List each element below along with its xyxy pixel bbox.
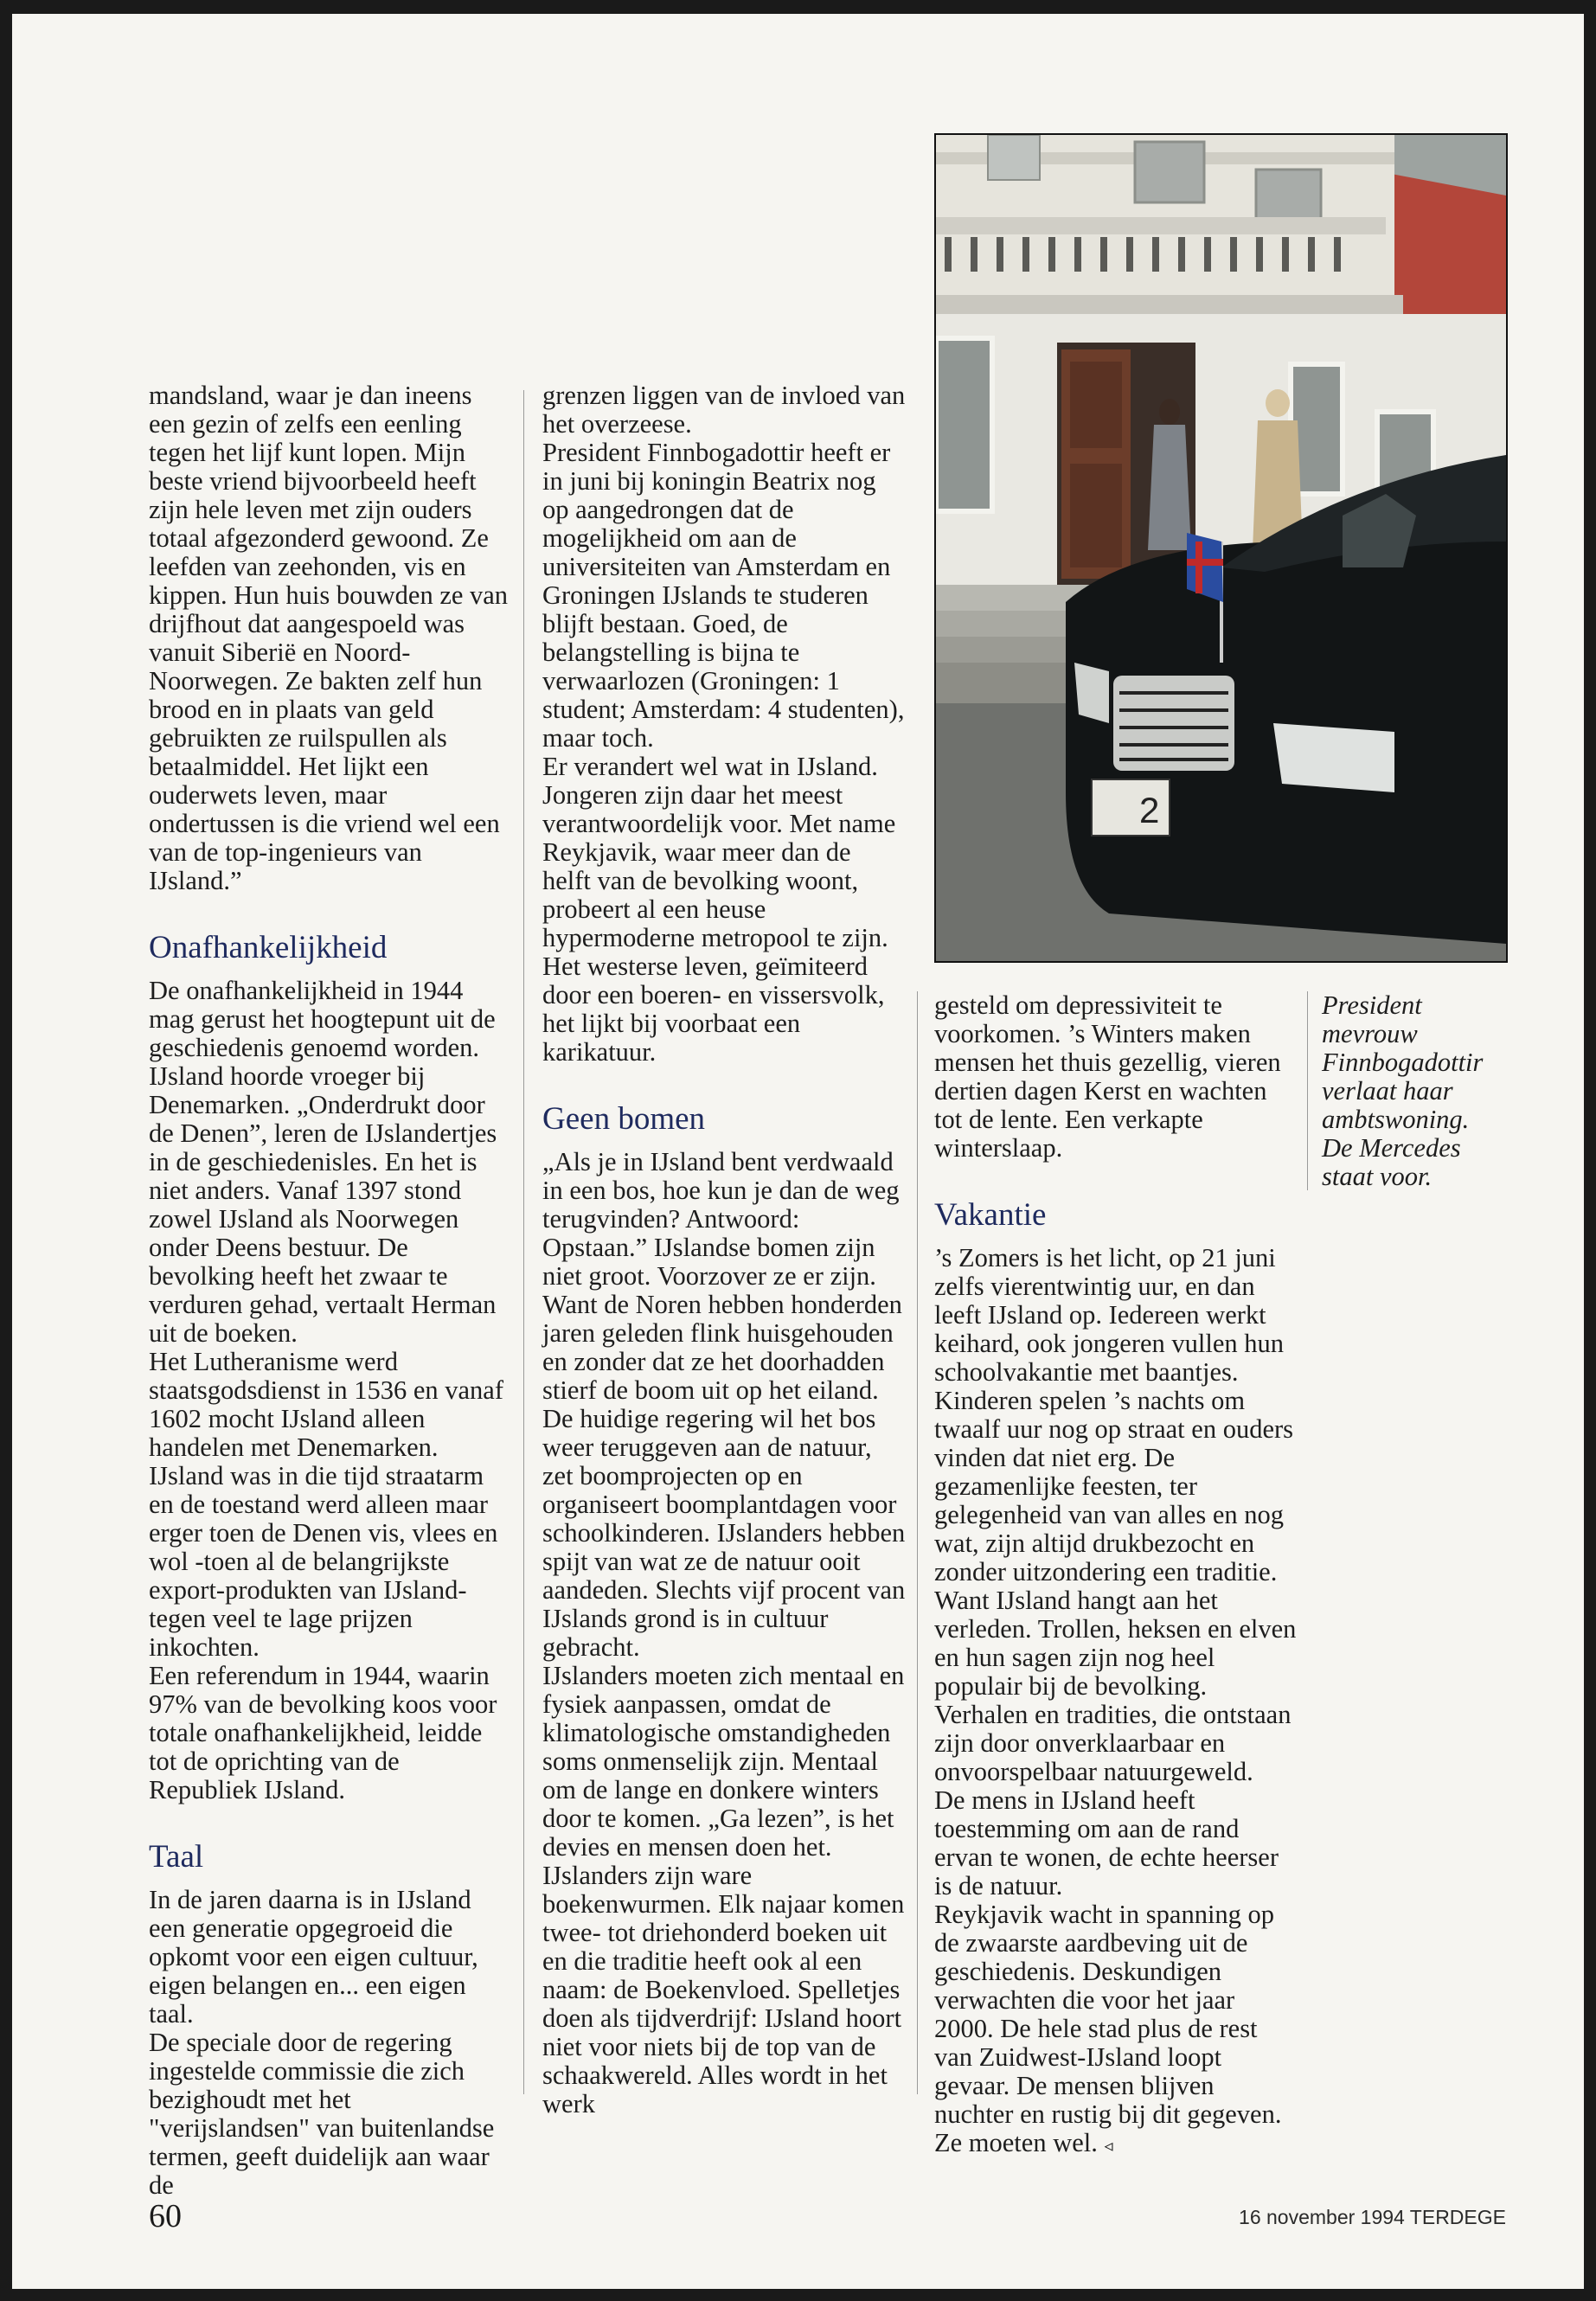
section-heading: Vakantie	[934, 1197, 1047, 1233]
paragraph: President Finnbogadottir heeft er in juni bij koningin Beatrix nog op aangedrongen dat de mogelijkheid om aan de universiteiten van Amsterdam en Groningen IJslands te studeren blijft bestaan. Goed, de belangstelling is bijna te verwaarlozen (Groningen: 1 student; Amsterdam: 4 studenten), maar toch.	[542, 438, 905, 753]
section-heading: Geen bomen	[542, 1101, 706, 1137]
paragraph: Een referendum in 1944, waarin 97% van de bevolking koos voor totale onafhankelijkheid, leidde tot de oprichting van de Republiek IJsland.	[149, 1661, 497, 1804]
paragraph: mandsland, waar je dan ineens een gezin of zelfs een eenling tegen het lijf kunt lopen. Mijn beste vriend bijvoorbeeld heeft zijn hele leven met zijn ouders totaal afgezonderd gewoond. Ze leefden van zeehonden, vis en kippen. Hun huis bouwden ze van drijfhout dat aangespoeld was vanuit Siberië en Noord-Noorwegen. Ze bakten zelf hun brood en in plaats van geld gebruikten ze ruilspullen als betaalmiddel. Het lijkt een ouderwets leven, maar ondertussen is die vriend wel een van de top-ingenieurs van IJsland.”	[149, 381, 509, 895]
end-of-article-icon: ◃	[1104, 2135, 1113, 2156]
issue-date: 16 november 1994 TERDEGE	[1239, 2206, 1506, 2228]
paragraph: gesteld om depressiviteit te voorkomen. ’s Winters maken mensen het thuis gezellig, vieren dertien dagen Kerst en wachten tot de lente. Een verkapte winterslaap.	[934, 990, 1281, 1163]
section-heading: Onafhankelijkheid	[149, 930, 388, 965]
article-column-1	[149, 381, 512, 2200]
paragraph: IJslanders moeten zich mentaal en fysiek aanpassen, omdat de klimatologische omstandigheden soms onmenselijk zijn. Mentaal om de lange en donkere winters door te komen. „Ga lezen”, is het devies en mensen doen het. IJslanders zijn ware boekenwurmen. Elk najaar komen twee- tot driehonderd boeken uit en die traditie heeft ook al een naam: de Boekenvloed. Spelletjes doen als tijdverdrijf: IJsland hoort niet voor niets bij de top van de schaakwereld. Alles wordt in het werk	[542, 1661, 905, 2118]
magazine-page	[12, 14, 1584, 2289]
paragraph: grenzen liggen van de invloed van het overzeese.	[542, 381, 906, 439]
paragraph: In de jaren daarna is in IJsland een generatie opgegroeid die opkomt voor een eigen cultuur, eigen belangen en... een eigen taal.	[149, 1885, 478, 2029]
paragraph: De mens in IJsland heeft toestemming om aan de rand ervan te wonen, de echte heerser is de natuur.	[934, 1785, 1279, 1900]
photo-caption: President mevrouw Finnbogadottir verlaat haar ambtswoning. De Mercedes staat voor.	[1322, 990, 1484, 1191]
column-rule	[523, 390, 524, 2094]
paragraph: Er verandert wel wat in IJsland. Jongeren zijn daar het meest verantwoordelijk voor. Met name Reykjavik, waar meer dan de helft van de bevolking woont, probeert al een heuse hypermoderne metropool te zijn. Het westerse leven, geïmiteerd door een boeren- en vissersvolk, het lijkt bij voorbaat een karikatuur.	[542, 752, 896, 1067]
photo-presidential-residence	[934, 133, 1508, 963]
license-plate-text: 2	[1139, 790, 1160, 830]
article-column-2	[542, 381, 906, 2118]
page-number: 60	[149, 2198, 182, 2234]
paragraph: ’s Zomers is het licht, op 21 juni zelfs vierentwintig uur, en dan leeft IJsland op. Iedereen werkt keihard, ook jongeren vullen hun schoolvakantie met baantjes. Kinderen spelen ’s nachts om twaalf uur nog op straat en ouders vinden dat niet erg. De gezamenlijke feesten, ter gelegenheid van van alles en nog wat, zijn altijd drukbezocht en zonder uitzondering een traditie. Want IJsland hangt aan het verleden. Trollen, heksen en elven en hun sagen zijn nog heel populair bij de bevolking. Verhalen en tradities, die ontstaan zijn door onverklaarbaar en onvoorspelbaar natuurgeweld.	[934, 1243, 1297, 1786]
paragraph: De onafhankelijkheid in 1944 mag gerust het hoogtepunt uit de geschiedenis genoemd worden. IJsland hoorde vroeger bij Denemarken. „Onderdrukt door de Denen”, leren de IJslandertjes in de geschiedenisles. En het is niet anders. Vanaf 1397 stond zowel IJsland als Noorwegen onder Deens bestuur. De bevolking heeft het zwaar te verduren gehad, vertaalt Herman uit de boeken.	[149, 976, 497, 1348]
paragraph: Het Lutheranisme werd staatsgodsdienst in 1536 en vanaf 1602 mocht IJsland alleen handelen met Denemarken. IJsland was in die tijd straatarm en de toestand werd alleen maar erger toen de Denen vis, vlees en wol -toen al de belangrijkste export-produkten van IJsland- tegen veel te lage prijzen inkochten.	[149, 1347, 503, 1662]
column-rule	[917, 991, 918, 2094]
article-column-3	[934, 991, 1298, 2160]
paragraph: De speciale door de regering ingestelde commissie die zich bezighoudt met het "verijslandsen" van buitenlandse termen, geeft duidelijk aan waar de	[149, 2028, 495, 2200]
paragraph-text: Reykjavik wacht in spanning op de zwaarste aardbeving uit de geschiedenis. Deskundigen verwachten die voor het jaar 2000. De hele stad plus de rest van Zuidwest-IJsland loopt gevaar. De mensen blijven nuchter en rustig bij dit gegeven. Ze moeten wel.	[934, 1900, 1282, 2157]
section-heading: Taal	[149, 1839, 204, 1875]
paragraph: „Als je in IJsland bent verdwaald in een bos, hoe kun je dan de weg terugvinden? Antwoord: Opstaan.” IJslandse bomen zijn niet groot. Voorzover ze er zijn. Want de Noren hebben honderden jaren geleden flink huisgehouden en zonder dat ze het doorhadden stierf de boom uit op het eiland. De huidige regering wil het bos weer teruggeven aan de natuur, zet boomprojecten op en organiseert boomplantdagen voor schoolkinderen. IJslanders hebben spijt van wat ze de natuur ooit aandeden. Slechts vijf procent van IJslands grond is in cultuur gebracht.	[542, 1147, 906, 1662]
column-rule	[1307, 991, 1308, 1190]
paragraph	[934, 1900, 1298, 2160]
